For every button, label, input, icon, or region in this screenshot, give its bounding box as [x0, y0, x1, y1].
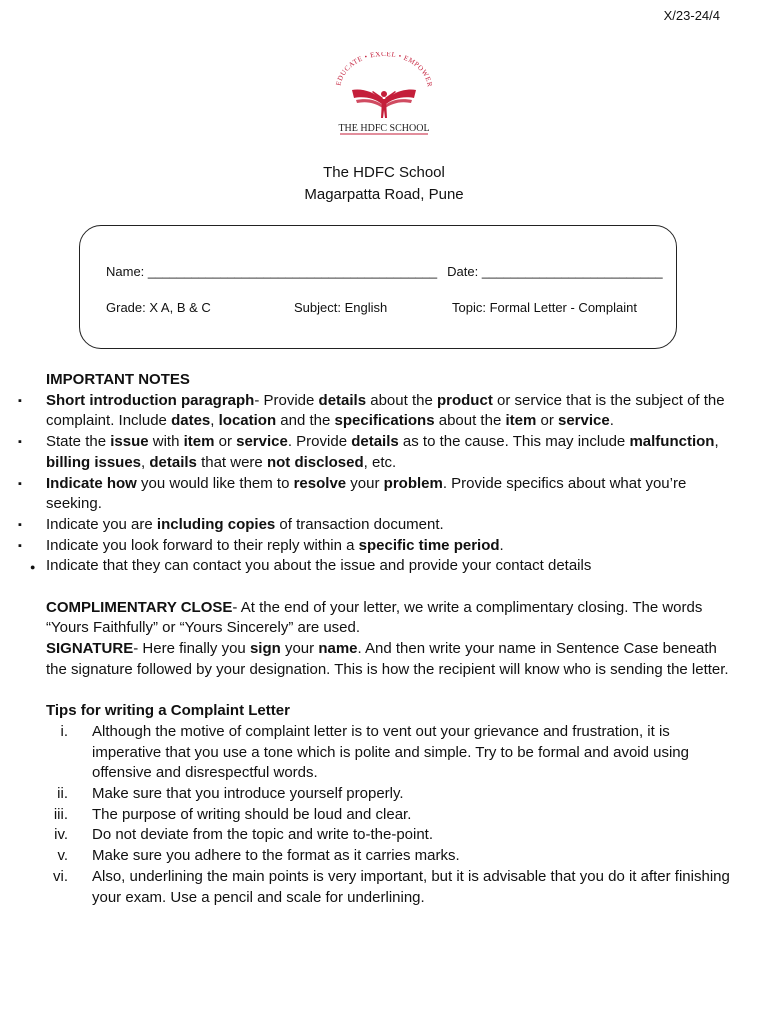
school-logo-graphic: [326, 52, 442, 136]
tip-item: vi. Also, underlining the main points is very important, but it is advisable that you do it after finishing your exam. Use a pencil and scale for underlining.: [53, 867, 730, 906]
tip-item: iii. The purpose of writing should be loud and clear.: [53, 805, 412, 823]
document-body: [18, 370, 736, 908]
school-header: [0, 162, 768, 206]
signature-paragraph: SIGNATURE- Here finally you sign your name. And then write your name in Sentence Case beneath the signature followed by your designation. This is how the recipient will know who is sending the letter.: [46, 640, 729, 678]
school-name: The HDFC School: [323, 164, 445, 181]
document-reference: X/23-24/4: [663, 8, 720, 23]
square-bullet-icon: ▪: [18, 477, 22, 490]
tip-item: v. Make sure you adhere to the format as it carries marks.: [57, 847, 460, 865]
date-field-blank: _________________________: [481, 264, 663, 279]
note-item: ▪ State the issue with item or service. Provide details as to the cause. This may include malfunction, billing issues, details that were not disclosed, etc.: [18, 433, 719, 471]
note-item: ▪ Indicate you look forward to their reply within a specific time period.: [46, 536, 736, 557]
square-bullet-icon: ▪: [18, 518, 22, 531]
note-item: ▪ Short introduction paragraph- Provide details about the product or service that is the subject of the complaint. Include dates, location and the specifications about the item or service.: [18, 391, 725, 430]
logo-school-name: THE HDFC SCHOOL: [338, 123, 430, 134]
logo-motto: EDUCATE • EXCEL • EMPOWER: [334, 52, 434, 88]
note-item: ▪ Indicate you are including copies of transaction document.: [46, 515, 736, 536]
grade-info: Grade: X A, B & C: [106, 300, 211, 315]
tips-heading: Tips for writing a Complaint Letter: [46, 702, 290, 720]
date-label: Date:: [447, 264, 479, 279]
tip-item: iv. Do not deviate from the topic and write to-the-point.: [54, 826, 434, 844]
square-bullet-icon: ▪: [18, 436, 22, 449]
tip-item: i. Although the motive of complaint letter is to vent out your grievance and frustration, it is imperative that you use a tone which is polite and simple. Try to be formal and avoid using offensive and disrespectful words.: [60, 722, 689, 782]
school-logo: [326, 52, 442, 136]
topic-info: Topic: Formal Letter - Complaint: [452, 300, 637, 315]
student-info-box: [79, 225, 677, 349]
round-bullet-icon: ●: [30, 562, 36, 573]
note-item: ▪ Indicate how you would like them to resolve your problem. Provide specifics about what you’re seeking.: [18, 474, 687, 513]
school-address: Magarpatta Road, Pune: [304, 186, 464, 203]
note-item: ● Indicate that they can contact you about the issue and provide your contact details: [46, 556, 736, 577]
tip-item: ii. Make sure that you introduce yourself properly.: [57, 785, 404, 803]
complimentary-close-paragraph: COMPLIMENTARY CLOSE- At the end of your letter, we write a complimentary closing. The words “Yours Faithfully” or “Yours Sincerely” are used.: [46, 598, 703, 637]
name-field-blank: ________________________________________: [147, 264, 438, 279]
subject-info: Subject: English: [294, 300, 388, 315]
square-bullet-icon: ▪: [18, 539, 22, 552]
important-notes-heading: IMPORTANT NOTES: [46, 371, 190, 388]
important-notes-list: [18, 391, 736, 577]
square-bullet-icon: ▪: [18, 394, 22, 407]
tips-list: [46, 722, 736, 908]
name-label: Name:: [106, 264, 145, 279]
